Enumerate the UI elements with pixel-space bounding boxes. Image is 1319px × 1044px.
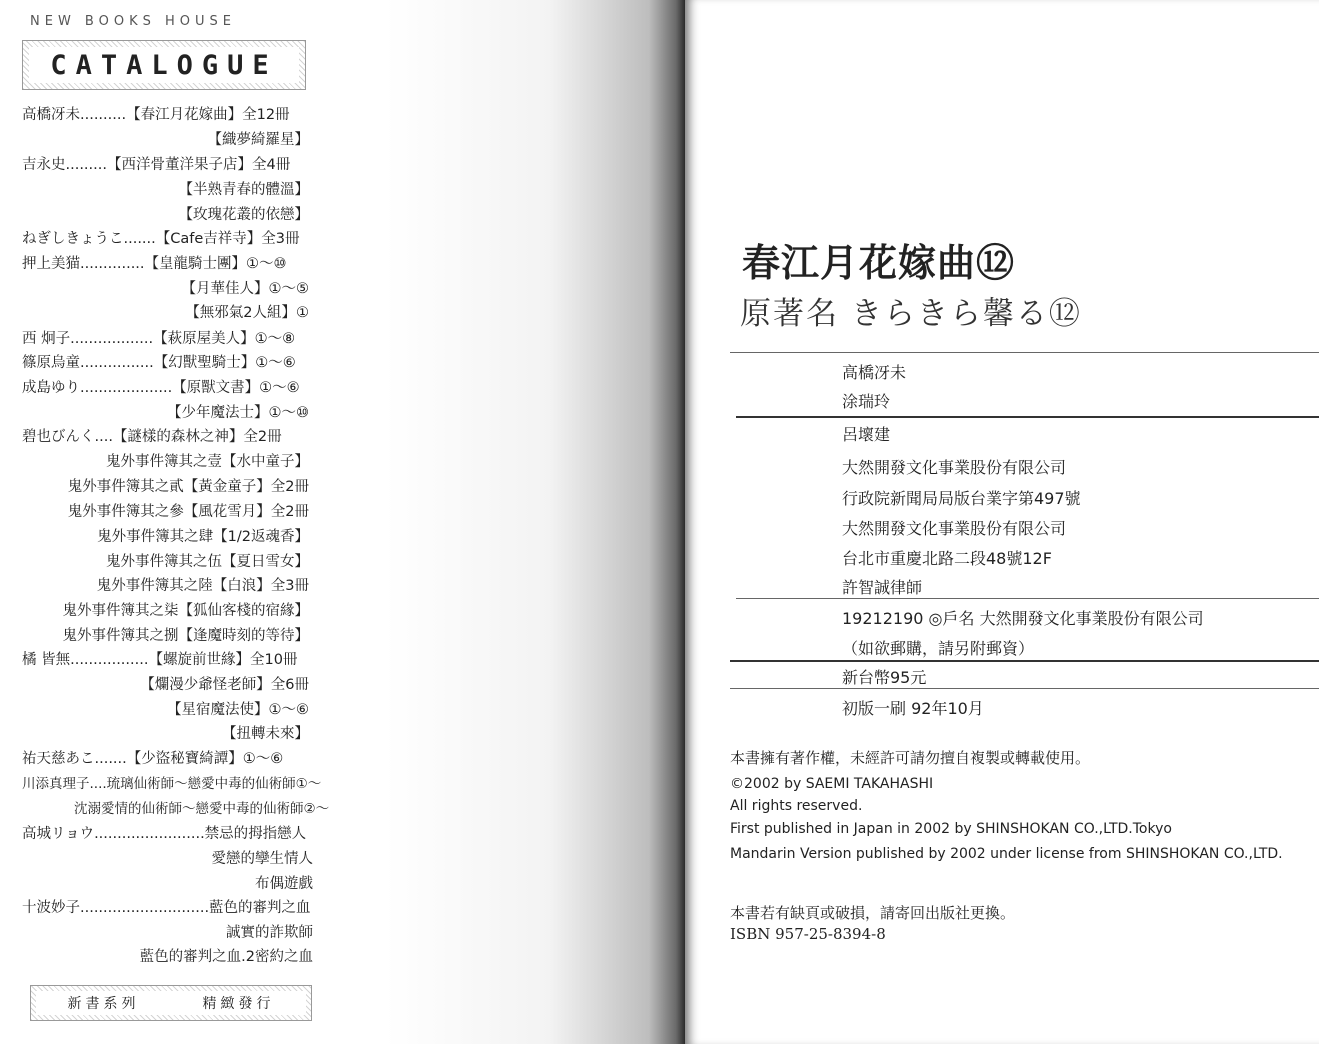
catalogue-entry: 十波妙子............................藍色的審判之血 [22, 900, 311, 916]
catalogue-entry: 布偶遊戲 [255, 876, 313, 892]
catalogue-entry: 成島ゆり....................【原獸文書】①～⑥ [22, 380, 300, 396]
catalogue-entry: 藍色的審判之血.2密約之血 [139, 949, 313, 965]
footer-quality-label: 精緻發行 [202, 996, 275, 1012]
catalogue-entry: 篠原烏童................【幻獸聖騎士】①～⑥ [22, 355, 296, 371]
catalogue-entry: 【少年魔法士】①～⑩ [167, 405, 309, 421]
info-value-office: 台北市重慶北路二段48號12F [842, 549, 1052, 568]
catalogue-entry: 【玫瑰花叢的依戀】 [178, 207, 309, 223]
info-value-legal: 許智誠律師 [842, 578, 923, 597]
rights-reserved: All rights reserved. [730, 798, 863, 814]
defect-notice: 本書若有缺頁或破損，請寄回出版社更換。 [730, 904, 1016, 922]
info-value-translator: 涂瑞玲 [842, 392, 891, 411]
catalogue-entry: 【爛漫少爺怪老師】全6冊 [140, 677, 309, 693]
catalogue-entry: 【星宿魔法使】①～⑥ [167, 702, 309, 718]
catalogue-entry: 鬼外事件簿其之伍【夏日雪女】 [106, 554, 309, 570]
book-gutter [385, 0, 685, 1044]
catalogue-entry: 橘 皆無.................【螺旋前世緣】全10冊 [22, 652, 298, 668]
catalogue-entry: 西 炯子..................【萩原屋美人】①～⑧ [22, 331, 296, 347]
colophon-rule-top [730, 352, 1319, 353]
left-page [0, 0, 385, 1044]
catalogue-entry: 沈溺愛情的仙術師～戀愛中毒的仙術師②～ [74, 801, 330, 817]
info-value-price: 新台幣95元 [842, 668, 927, 687]
catalogue-entry: 鬼外事件簿其之肆【1/2返魂香】 [97, 529, 309, 545]
catalogue-entry: 高城リョウ........................禁忌的拇指戀人 [22, 826, 307, 842]
info-value-edition: 初版一刷 92年10月 [842, 699, 984, 718]
info-value-author: 高橋冴未 [842, 363, 907, 382]
info-value-registration: 行政院新聞局局版台業字第497號 [842, 489, 1081, 508]
catalogue-entry: 吉永史.........【西洋骨董洋果子店】全4冊 [22, 157, 291, 173]
catalogue-entry: 【半熟青春的體溫】 [178, 182, 309, 198]
info-value-mail-order-note: （如欲郵購，請另附郵資） [842, 639, 1035, 658]
catalogue-banner-inner [29, 47, 299, 83]
info-value-account: 19212190 ◎戶名 大然開發文化事業股份有限公司 [842, 609, 1204, 628]
catalogue-entry: 鬼外事件簿其之壹【水中童子】 [106, 454, 309, 470]
catalogue-entry: 鬼外事件簿其之陸【白浪】全3冊 [96, 578, 309, 594]
catalogue-entry: 祐天慈あこ.......【少盜秘寶綺譚】①～⑥ [22, 751, 284, 767]
catalogue-entry: 川添真理子....琉璃仙術師～戀愛中毒的仙術師①～ [22, 776, 322, 792]
copyright-notice: 本書擁有著作權，未經許可請勿擅自複製或轉載使用。 [730, 749, 1091, 767]
catalogue-entry: 【無邪氣2人組】① [185, 305, 309, 321]
catalogue-entry: 誠實的詐欺師 [226, 925, 313, 941]
mandarin-version: Mandarin Version published by 2002 under license from SHINSHOKAN CO.,LTD. [730, 846, 1283, 862]
catalogue-entry: 鬼外事件簿其之柒【狐仙客棧的宿緣】 [62, 603, 309, 619]
catalogue-entry: 高橋冴未..........【春江月花嫁曲】全12冊 [22, 107, 290, 123]
colophon-rule [736, 598, 1319, 599]
footer-banner-inner [36, 991, 306, 1015]
first-published: First published in Japan in 2002 by SHINSHOKAN CO.,LTD.Tokyo [730, 821, 1172, 837]
footer-series-label: 新書系列 [67, 996, 140, 1012]
copyright-line: ©2002 by SAEMI TAKAHASHI [730, 776, 934, 792]
catalogue-entry: 押上美猫..............【皇龍騎士團】①～⑩ [22, 256, 287, 272]
info-value-distributor: 大然開發文化事業股份有限公司 [842, 519, 1067, 538]
catalogue-banner [22, 40, 306, 90]
catalogue-entry: 碧也びんく....【謎樣的森林之神】全2冊 [22, 429, 282, 445]
catalogue-title: CATALOGUE [50, 49, 278, 81]
catalogue-entry: 【扭轉未來】 [222, 726, 309, 742]
catalogue-entry: 鬼外事件簿其之捌【逢魔時刻的等待】 [62, 628, 309, 644]
catalogue-entry: 【月華佳人】①～⑤ [181, 281, 309, 297]
book-title: 春江月花嫁曲⑫ [742, 240, 1016, 285]
colophon-rule [736, 416, 1319, 418]
catalogue-entry: 鬼外事件簿其之貳【黃金童子】全2冊 [67, 479, 309, 495]
brand-name: NEW BOOKS HOUSE [30, 14, 236, 29]
original-title: 原著名 きらきら馨る⑫ [740, 296, 1082, 332]
colophon-rule [730, 688, 1319, 689]
catalogue-entry: ねぎしきょうこ.......【Cafe吉祥寺】全3冊 [22, 231, 300, 247]
catalogue-entry: 【織夢綺羅星】 [207, 132, 309, 148]
catalogue-entry: 鬼外事件簿其之參【風花雪月】全2冊 [67, 504, 309, 520]
catalogue-entry: 愛戀的孿生情人 [211, 851, 313, 867]
footer-banner [30, 985, 312, 1021]
info-value-publisher-person: 呂壞建 [842, 425, 891, 444]
info-value-publisher: 大然開發文化事業股份有限公司 [842, 458, 1067, 477]
colophon-rule [730, 660, 1319, 662]
isbn: ISBN 957-25-8394-8 [730, 925, 886, 943]
